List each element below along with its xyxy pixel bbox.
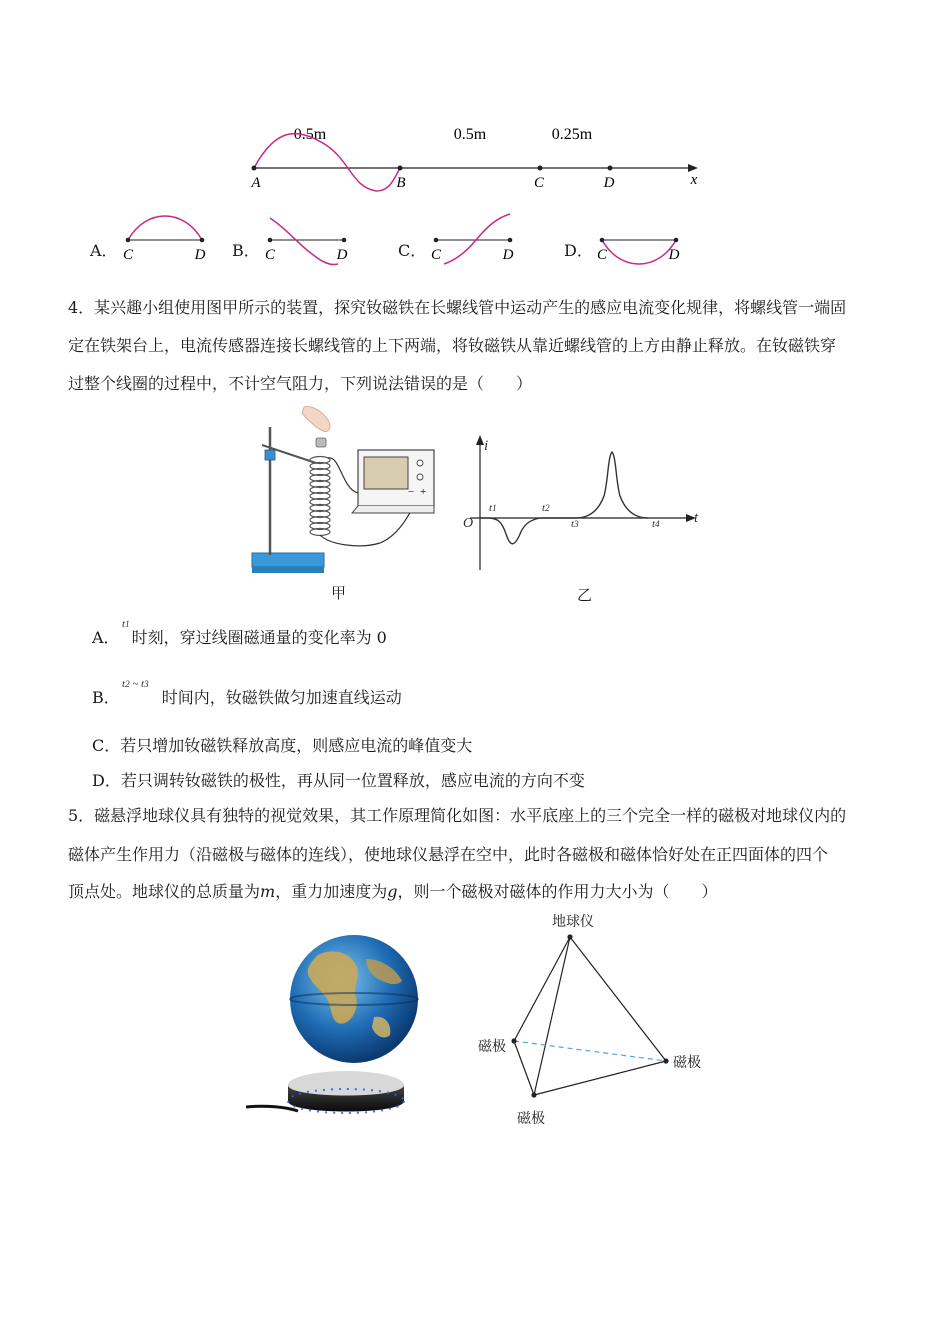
graph-t4: t4: [652, 518, 660, 530]
curve-d: [602, 240, 676, 264]
label-a: A: [251, 175, 261, 191]
sensor-plus: +: [420, 486, 427, 498]
distance-label-bc: 0.5m: [453, 126, 487, 143]
graph-origin: O: [463, 516, 474, 531]
vertex-pole-left: [511, 1038, 516, 1043]
label-globe: 地球仪: [552, 914, 594, 930]
levitating-globe-photo: [246, 935, 436, 1135]
graph-x-label: t: [694, 510, 699, 526]
wave-option-d-label: D．: [564, 241, 593, 260]
wave-curve: [254, 134, 400, 191]
wave-option-b-label: B．: [232, 241, 260, 260]
label-pole-left: 磁极: [478, 1039, 506, 1055]
hidden-edge: [514, 1041, 666, 1061]
svg-text:D: D: [668, 247, 680, 263]
q4-option-b[interactable]: B． t2 ~ t3 时间内，钕磁铁做匀加速直线运动: [92, 688, 402, 708]
label-x: x: [690, 172, 698, 188]
q4-option-c[interactable]: C．若只增加钕磁铁释放高度，则感应电流的峰值变大: [92, 736, 473, 755]
x-axis-arrow: [688, 164, 698, 172]
svg-text:C: C: [122, 247, 134, 263]
svg-text:C: C: [264, 247, 276, 263]
curve-c: [444, 214, 510, 264]
graph-t1: t1: [489, 502, 497, 514]
wave-diagram: [240, 115, 710, 195]
svg-text:D: D: [336, 247, 348, 263]
q4-line-1: 4．某兴趣小组使用图甲所示的装置，探究钕磁铁在长螺线管中运动产生的感应电流变化规律，将螺线管一端固: [68, 298, 847, 317]
q4-line-3: 过整个线圈的过程中，不计空气阻力，下列说法错误的是（ ）: [68, 374, 533, 393]
curve-a: [128, 216, 202, 240]
q4-option-a[interactable]: A． t1 时刻，穿过线圈磁通量的变化率为 0: [92, 628, 387, 648]
svg-text:C: C: [596, 247, 608, 263]
vertex-pole-bottom: [531, 1092, 536, 1097]
magnet: [316, 438, 326, 447]
apparatus-figure: [240, 405, 445, 580]
q4-option-a-var: t1: [122, 618, 130, 630]
q5-line-3: 顶点处。地球仪的总质量为m，重力加速度为g，则一个磁极对磁体的作用力大小为（ ）: [68, 882, 718, 901]
q4-option-b-var: t2 ~ t3: [122, 678, 149, 690]
vertex-globe: [567, 934, 572, 939]
point-b: [398, 166, 403, 171]
label-pole-bottom: 磁极: [517, 1111, 545, 1127]
svg-text:C: C: [430, 247, 442, 263]
sensor-minus: −: [408, 486, 415, 498]
var-m: m: [260, 882, 276, 901]
q4-line-2: 定在铁架台上，电流传感器连接长螺线管的上下两端，将钕磁铁从靠近螺线管的上方由静止释放。在钕磁铁穿: [68, 336, 837, 355]
var-g: g: [387, 882, 398, 901]
curve-b: [270, 218, 338, 265]
svg-text:D: D: [194, 247, 206, 263]
vertex-pole-right: [663, 1058, 668, 1063]
clamp: [265, 450, 275, 460]
label-b: B: [396, 175, 406, 191]
wave-option-c[interactable]: [398, 208, 528, 268]
wave-option-b-graph: [258, 208, 358, 270]
caption-yi: 乙: [577, 586, 593, 604]
wave-option-a-label: A．: [90, 241, 118, 260]
point-a: [252, 166, 257, 171]
wave-option-b[interactable]: [232, 208, 362, 268]
q5-line-1: 5．磁悬浮地球仪具有独特的视觉效果，其工作原理简化如图：水平底座上的三个完全一样的磁极对地球仪内的: [68, 806, 847, 825]
graph-t3: t3: [571, 518, 579, 530]
label-d: D: [603, 175, 615, 191]
svg-text:D: D: [502, 247, 514, 263]
wave-option-c-graph: [426, 208, 526, 270]
distance-label-ab: 0.5m: [293, 126, 327, 143]
point-d: [608, 166, 613, 171]
wave-option-d-graph: [592, 208, 692, 270]
power-cable: [246, 1106, 298, 1111]
graph-t2: t2: [542, 502, 550, 514]
wave-option-c-label: C．: [398, 241, 427, 260]
wave-option-a[interactable]: [90, 208, 220, 268]
solenoid-coil: [310, 457, 330, 536]
distance-label-cd: 0.25m: [551, 126, 593, 143]
q4-option-d[interactable]: D．若只调转钕磁铁的极性，再从同一位置释放，感应电流的方向不变: [92, 771, 585, 790]
sensor-screen: [364, 457, 408, 489]
label-c: C: [533, 175, 545, 191]
stand-base: [252, 553, 324, 567]
graph-y-label: i: [484, 438, 489, 454]
hand-icon: [302, 406, 330, 431]
current-curve: [480, 452, 648, 544]
caption-jia: 甲: [331, 584, 347, 602]
point-c: [538, 166, 543, 171]
label-pole-right: 磁极: [673, 1055, 701, 1071]
wave-option-a-graph: [118, 208, 218, 268]
tetrahedron-diagram: [470, 905, 710, 1135]
wave-option-d[interactable]: [564, 208, 694, 268]
q5-line-2: 磁体产生作用力（沿磁极与磁体的连线），使地球仪悬浮在空中，此时各磁极和磁体恰好处在正四面体的四个: [68, 845, 829, 864]
